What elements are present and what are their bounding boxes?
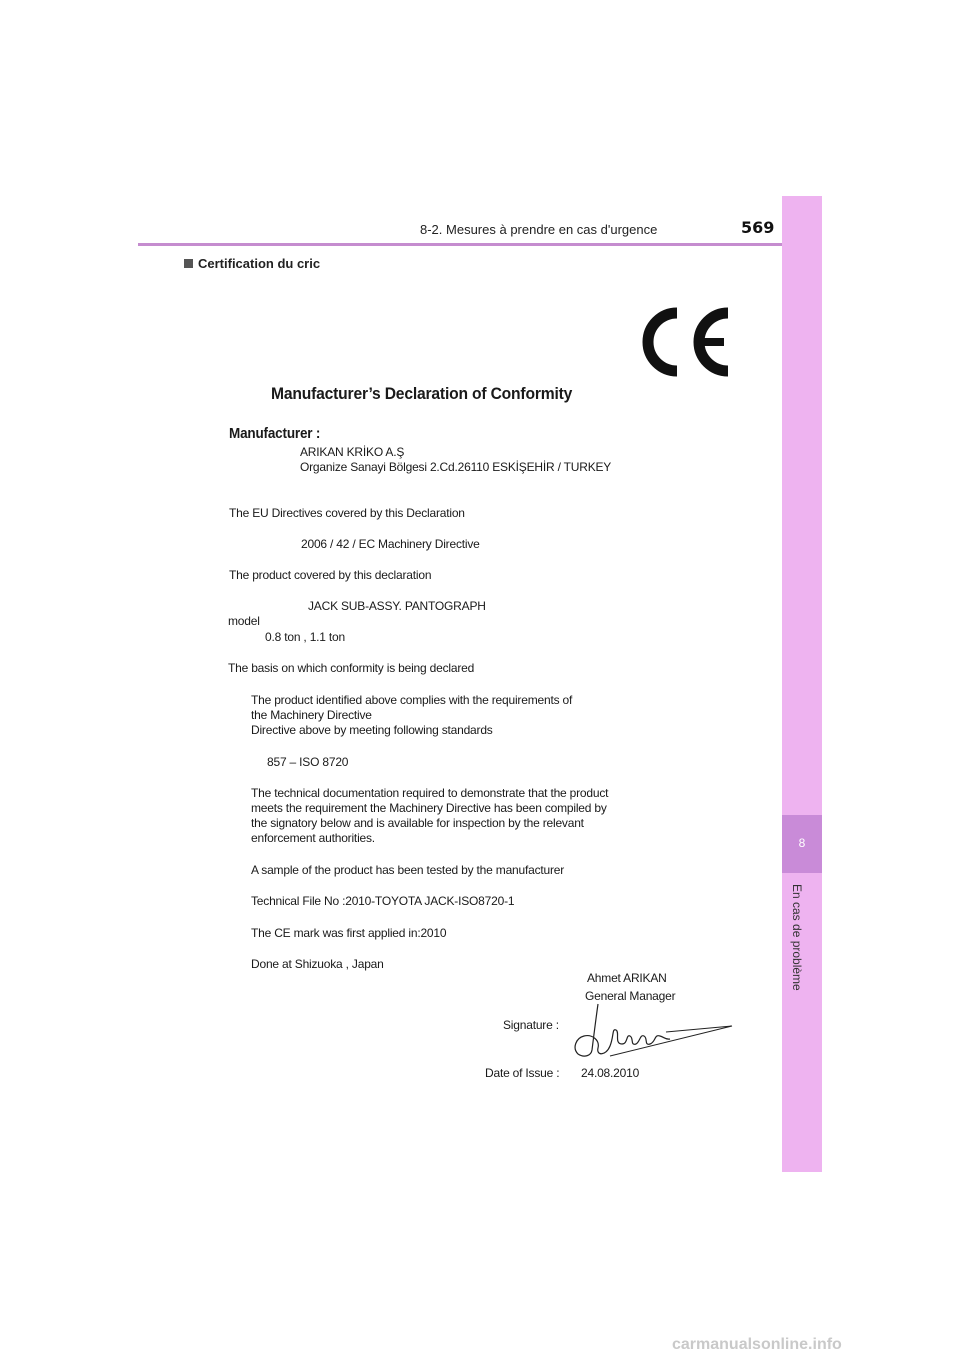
basis-label: The basis on which conformity is being declared bbox=[228, 661, 475, 675]
standard-text: 857 – ISO 8720 bbox=[267, 755, 349, 769]
chapter-side-bar bbox=[782, 196, 822, 1172]
basis-line: the Machinery Directive bbox=[251, 708, 372, 722]
declaration-title: Manufacturer’s Declaration of Conformity bbox=[271, 384, 573, 403]
sample-tested-text: A sample of the product has been tested by the manufacturer bbox=[251, 863, 565, 877]
documentation-line: The technical documentation required to demonstrate that the product bbox=[251, 786, 609, 800]
watermark-text: carmanualsonline.info bbox=[672, 1336, 842, 1353]
signature-label: Signature : bbox=[503, 1018, 559, 1032]
product-label: The product covered by this declaration bbox=[229, 568, 432, 582]
manufacturer-name: ARIKAN KRİKO A.Ş bbox=[300, 445, 405, 459]
documentation-line: enforcement authorities. bbox=[251, 831, 375, 845]
manufacturer-address: Organize Sanayi Bölgesi 2.Cd.26110 ESKİŞEHİR / TURKEY bbox=[300, 460, 612, 474]
date-value: 24.08.2010 bbox=[581, 1066, 640, 1080]
section-title: 8-2. Mesures à prendre en cas d'urgence bbox=[420, 222, 658, 237]
handwritten-signature bbox=[570, 1000, 740, 1062]
header-divider bbox=[138, 243, 821, 246]
technical-file-text: Technical File No :2010-TOYOTA JACK-ISO8720-1 bbox=[251, 894, 515, 908]
square-bullet-icon bbox=[184, 259, 193, 268]
model-label: model bbox=[228, 614, 260, 628]
signatory-title: General Manager bbox=[585, 989, 676, 1003]
manufacturer-label: Manufacturer : bbox=[229, 425, 321, 442]
documentation-line: meets the requirement the Machinery Directive has been compiled by bbox=[251, 801, 607, 815]
product-name: JACK SUB-ASSY. PANTOGRAPH bbox=[308, 599, 486, 613]
documentation-line: the signatory below and is available for inspection by the relevant bbox=[251, 816, 584, 830]
directive-text: 2006 / 42 / EC Machinery Directive bbox=[301, 537, 480, 551]
chapter-number: 8 bbox=[798, 836, 806, 850]
section-heading-text: Certification du cric bbox=[198, 256, 321, 271]
done-at-text: Done at Shizuoka , Japan bbox=[251, 957, 384, 971]
basis-line: The product identified above complies with the requirements of bbox=[251, 693, 573, 707]
signatory-name: Ahmet ARIKAN bbox=[587, 971, 667, 985]
date-label: Date of Issue : bbox=[485, 1066, 560, 1080]
page-number: 569 bbox=[741, 218, 775, 237]
model-value: 0.8 ton , 1.1 ton bbox=[265, 630, 345, 644]
ce-applied-text: The CE mark was first applied in:2010 bbox=[251, 926, 447, 940]
ce-mark-logo bbox=[640, 307, 736, 377]
section-heading bbox=[184, 256, 320, 271]
basis-line: Directive above by meeting following standards bbox=[251, 723, 493, 737]
directives-label: The EU Directives covered by this Declaration bbox=[229, 506, 465, 520]
chapter-label: En cas de problème bbox=[790, 884, 804, 991]
